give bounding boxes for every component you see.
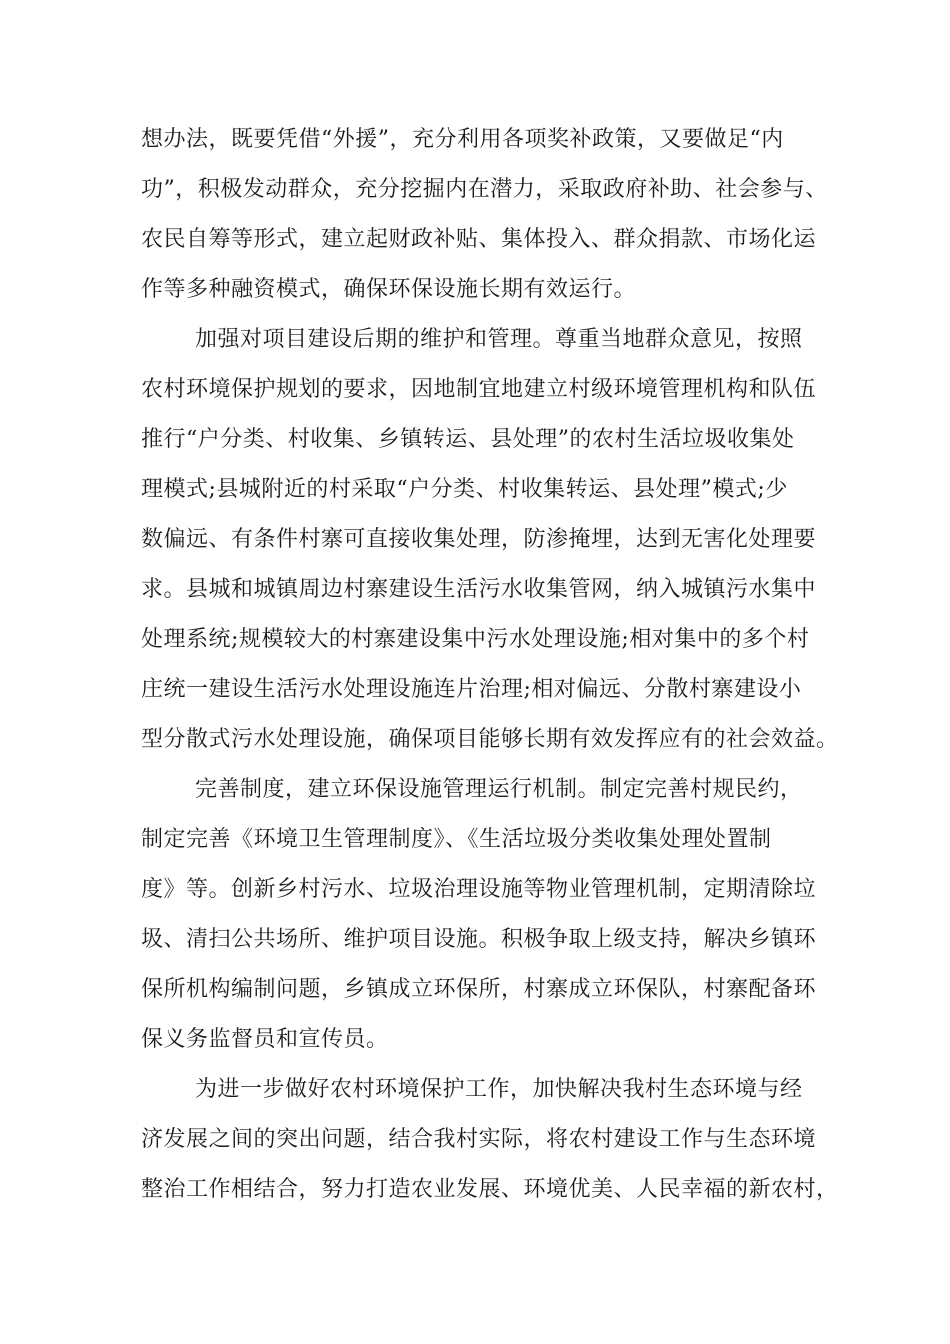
paragraph-first-line: 为进一步做好农村环境保护工作，加快解决我村生态环境与经 [195,1077,803,1102]
text-line: 整治工作相结合，努力打造农业发展、环境优美、人民幸福的新农村， [141,1177,839,1202]
text-line: 圾、清扫公共场所、维护项目设施。积极争取上级支持，解决乡镇环 [141,927,817,952]
text-line: 想办法，既要凭借“外援”，充分利用各项奖补政策，又要做足“内 [141,127,784,152]
text-line: 处理系统;规模较大的村寨建设集中污水处理设施;相对集中的多个村 [141,627,810,652]
text-line: 济发展之间的突出问题，结合我村实际，将农村建设工作与生态环境 [141,1127,817,1152]
text-line: 数偏远、有条件村寨可直接收集处理，防渗掩埋，达到无害化处理要 [141,527,817,552]
paragraph-first-line: 完善制度，建立环保设施管理运行机制。制定完善村规民约， [195,777,803,802]
text-line: 型分散式污水处理设施，确保项目能够长期有效发挥应有的社会效益。 [141,727,839,752]
text-line: 功”，积极发动群众，充分挖掘内在潜力，采取政府补助、社会参与、 [141,177,828,202]
text-line: 保所机构编制问题，乡镇成立环保所，村寨成立环保队，村寨配备环 [141,977,817,1002]
text-line: 理模式;县城附近的村采取“户分类、村收集转运、县处理”模式;少 [141,477,788,502]
text-line: 保义务监督员和宣传员。 [141,1027,389,1052]
text-line: 农村环境保护规划的要求，因地制宜地建立村级环境管理机构和队伍 [141,377,817,402]
text-line: 求。县城和城镇周边村寨建设生活污水收集管网，纳入城镇污水集中 [141,577,817,602]
text-line: 庄统一建设生活污水处理设施连片治理;相对偏远、分散村寨建设小 [141,677,802,702]
text-line: 制定完善《环境卫生管理制度》、《生活垃圾分类收集处理处置制 [141,827,772,852]
text-line: 作等多种融资模式，确保环保设施长期有效运行。 [141,277,637,302]
text-line: 推行“户分类、村收集、乡镇转运、县处理”的农村生活垃圾收集处 [141,427,795,452]
text-line: 度》等。创新乡村污水、垃圾治理设施等物业管理机制，定期清除垃 [141,877,817,902]
paragraph-first-line: 加强对项目建设后期的维护和管理。尊重当地群众意见，按照 [195,327,803,352]
text-line: 农民自筹等形式，建立起财政补贴、集体投入、群众捐款、市场化运 [141,227,817,252]
